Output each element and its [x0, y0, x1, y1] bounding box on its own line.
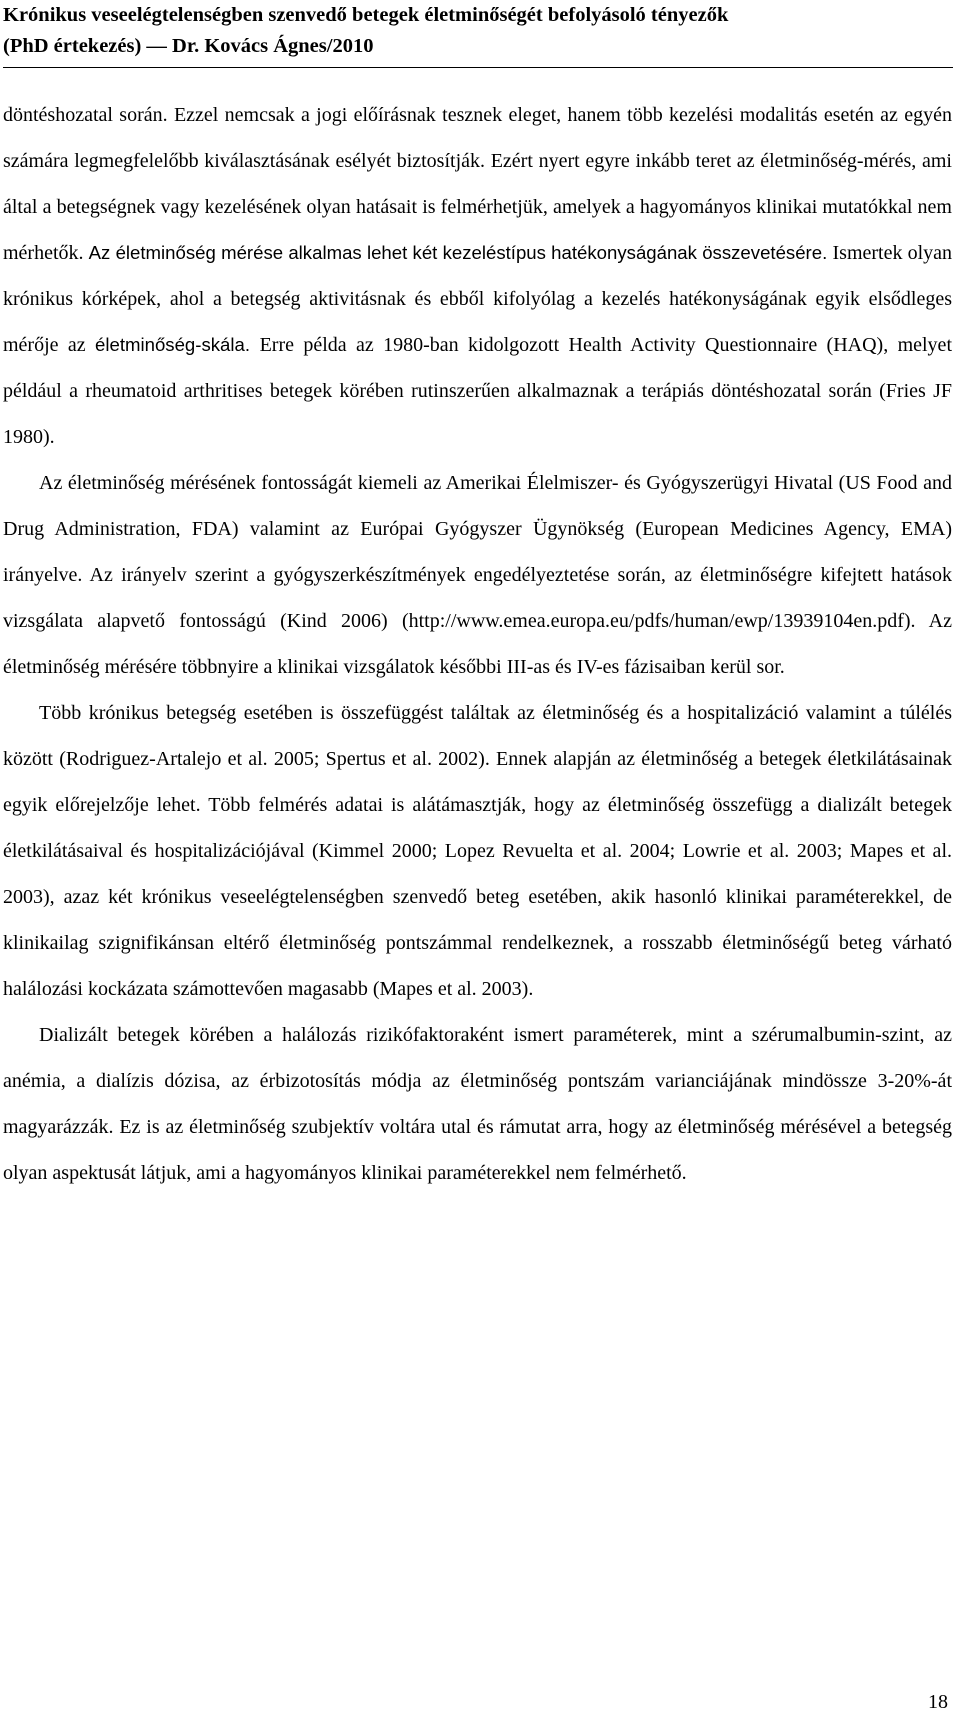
paragraph-1 — [3, 92, 952, 460]
text-segment: Ezért nyert egyre inkább teret az életminőség-mérés, ami által a betegségnek vagy kezelésének olyan hatásait is felmérhetjük, amelyek a hagyományos klinikai mutatókkal nem mérhetők. — [3, 150, 952, 264]
paragraph-3 — [3, 690, 952, 1012]
text-segment: Erre példa az 1980-ban kidolgozott Health Activity Questionnaire (HAQ), melyet például a rheumatoid arthritises betegek körében rutinszerűen alkalmaznak a terápiás döntéshozatal során (Fries JF 1980). — [3, 334, 952, 448]
paragraph-2 — [3, 460, 952, 690]
text-segment: Dializált betegek körében a halálozás rizikófaktoraként ismert paraméterek, mint a szérumalbumin-szint, az anémia, a dialízis dózisa, az érbizotosítás módja az életminőség pontszám varianciájának mindössze 3-20%-át magyarázzák. Ez is az életminőség szubjektív voltára utal és rámutat arra, hogy az életminőség mérésével a betegség olyan aspektusát látjuk, ami a hagyományos klinikai paraméterekkel nem felmérhető. — [3, 1024, 952, 1184]
header-title: Krónikus veseelégtelenségben szenvedő betegek életminőségét befolyásoló tényezők — [3, 4, 729, 26]
body-text — [3, 92, 952, 1196]
text-segment: életminőség-skála. — [95, 334, 260, 355]
running-header — [3, 0, 953, 68]
text-segment: Az életminőség mérésének fontosságát kiemeli az Amerikai Élelmiszer- és Gyógyszerügyi Hivatal (US Food and Drug Administration, FDA) valamint az Európai Gyógyszer Ügynökség (European Medicines Agency, EMA) irányelve. Az irányelv szerint a gyógyszerkészítmények engedélyeztetése során, az életminőségre kifejtett hatások vizsgálata alapvető fontosságú (Kind 2006) (http://www.emea.europa.eu/pdfs/human/ewp/13939104en.pdf). Az életminőség mérésére többnyire a klinikai vizsgálatok későbbi III-as és IV-es fázisaiban kerül sor. — [3, 472, 952, 678]
text-segment: Az életminőség mérése alkalmas lehet két kezeléstípus hatékonyságának összevetésére. — [88, 242, 833, 263]
text-segment: döntéshozatal során. Ezzel nemcsak a jogi előírásnak tesznek eleget, hanem több kezelési modalitás esetén az egyén számára legmegfelelőbb kiválasztásának esélyét biztosítják. — [3, 104, 952, 172]
paragraph-4 — [3, 1012, 952, 1196]
text-segment: Több krónikus betegség esetében is összefüggést találtak az életminőség és a hospitalizáció valamint a túlélés között (Rodriguez-Artalejo et al. 2005; Spertus et al. 2002). Ennek alapján az életminőség a betegek életkilátásainak egyik előrejelzője lehet. Több felmérés adatai is alátámasztják, hogy az életminőség összefügg a dializált betegek életkilátásaival és hospitalizációjával (Kimmel 2000; Lopez Revuelta et al. 2004; Lowrie et al. 2003; Mapes et al. 2003), azaz két krónikus veseelégtelenségben szenvedő beteg esetében, akik hasonló klinikai paraméterekkel, de klinikailag szignifikánsan eltérő életminőség pontszámmal rendelkeznek, a rosszabb életminőségű beteg várható halálozási kockázata számottevően magasabb (Mapes et al. 2003). — [3, 702, 952, 1000]
text-segment: Ismertek olyan krónikus kórképek, ahol a betegség aktivitásnak és ebből kifolyólag a kezelés hatékonyságának egyik elsődleges mérője az — [3, 242, 953, 356]
header-subtitle: (PhD értekezés) ― Dr. Kovács Ágnes/2010 — [3, 35, 374, 57]
page-number: 18 — [928, 1691, 948, 1713]
